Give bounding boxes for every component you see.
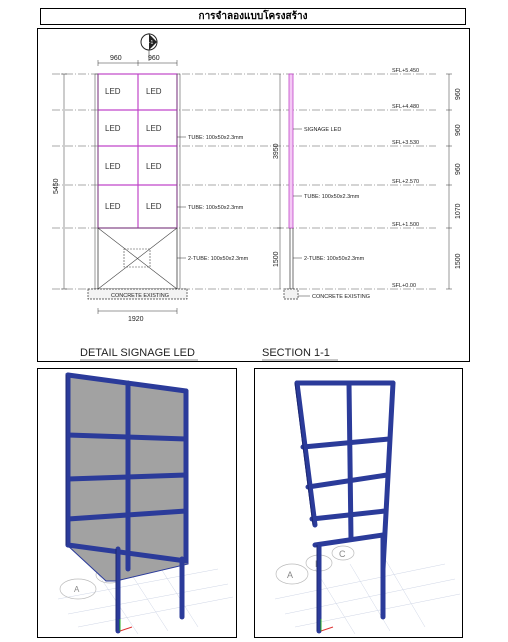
svg-text:1500: 1500 [455, 253, 462, 269]
grid-label-a: A [74, 585, 80, 594]
svg-text:CONCRETE EXISTING: CONCRETE EXISTING [111, 293, 170, 299]
caption-detail: DETAIL SIGNAGE LED [80, 347, 195, 359]
footing-left [88, 289, 187, 299]
dim-top-right: 960 [148, 55, 160, 62]
bottom-dimension [98, 308, 177, 323]
svg-text:CONCRETE EXISTING: CONCRETE EXISTING [312, 294, 371, 300]
svg-text:1500: 1500 [273, 251, 280, 267]
render-right-frame [254, 368, 463, 638]
detail-callouts [177, 135, 249, 262]
axis-triad [120, 619, 132, 631]
section-dims [273, 74, 283, 289]
render-left-frame [37, 368, 237, 638]
svg-text:SFL+0.00: SFL+0.00 [392, 283, 417, 289]
svg-text:1920: 1920 [128, 316, 144, 323]
led-label: LED [146, 124, 162, 133]
svg-text:960: 960 [455, 124, 462, 136]
svg-text:TUBE: 100x50x2.3mm: TUBE: 100x50x2.3mm [304, 194, 360, 200]
grid-label-b: B [315, 559, 322, 569]
dim-top-left: 960 [110, 55, 122, 62]
svg-text:1-1: 1-1 [146, 40, 154, 46]
led-label: LED [105, 87, 121, 96]
top-dimensions [98, 55, 177, 66]
section-callouts [293, 127, 370, 300]
svg-text:SFL+5.450: SFL+5.450 [392, 68, 420, 74]
svg-text:SFL+2.570: SFL+2.570 [392, 179, 420, 185]
led-label: LED [146, 202, 162, 211]
signage-drawing [38, 29, 471, 363]
grid-label-c: C [339, 549, 346, 559]
svg-text:TUBE: 100x50x2.3mm: TUBE: 100x50x2.3mm [188, 205, 244, 211]
caption-section: SECTION 1-1 [262, 347, 330, 359]
svg-text:SFL+3.530: SFL+3.530 [392, 140, 420, 146]
section-view [284, 74, 298, 299]
svg-text:1070: 1070 [455, 203, 462, 219]
svg-text:960: 960 [455, 163, 462, 175]
page-title: การจำลองแบบโครงสร้าง [40, 8, 466, 25]
grid-label-a: A [287, 570, 294, 580]
svg-text:SFL+4.480: SFL+4.480 [392, 104, 420, 110]
led-label: LED [105, 202, 121, 211]
ground-grid [275, 559, 460, 634]
led-labels [105, 87, 162, 211]
level-labels [392, 68, 419, 289]
svg-text:3950: 3950 [273, 143, 280, 159]
frame-members [297, 383, 393, 631]
overall-height-dim [53, 74, 67, 289]
led-label: LED [105, 162, 121, 171]
led-label: LED [146, 162, 162, 171]
render-left [38, 369, 238, 639]
svg-text:TUBE: 100x50x2.3mm: TUBE: 100x50x2.3mm [188, 135, 244, 141]
led-label: LED [105, 124, 121, 133]
post-bay [98, 228, 177, 289]
svg-text:2-TUBE: 100x50x2.3mm: 2-TUBE: 100x50x2.3mm [304, 256, 365, 262]
right-dims [446, 74, 462, 289]
svg-text:SFL+1.500: SFL+1.500 [392, 222, 420, 228]
render-right [255, 369, 464, 639]
svg-text:960: 960 [455, 88, 462, 100]
drawing-frame [37, 28, 470, 362]
svg-text:2-TUBE: 100x50x2.3mm: 2-TUBE: 100x50x2.3mm [188, 256, 249, 262]
led-label: LED [146, 87, 162, 96]
sign-frame [95, 74, 180, 289]
svg-text:5450: 5450 [53, 178, 60, 194]
svg-text:SIGNAGE LED: SIGNAGE LED [304, 127, 342, 133]
